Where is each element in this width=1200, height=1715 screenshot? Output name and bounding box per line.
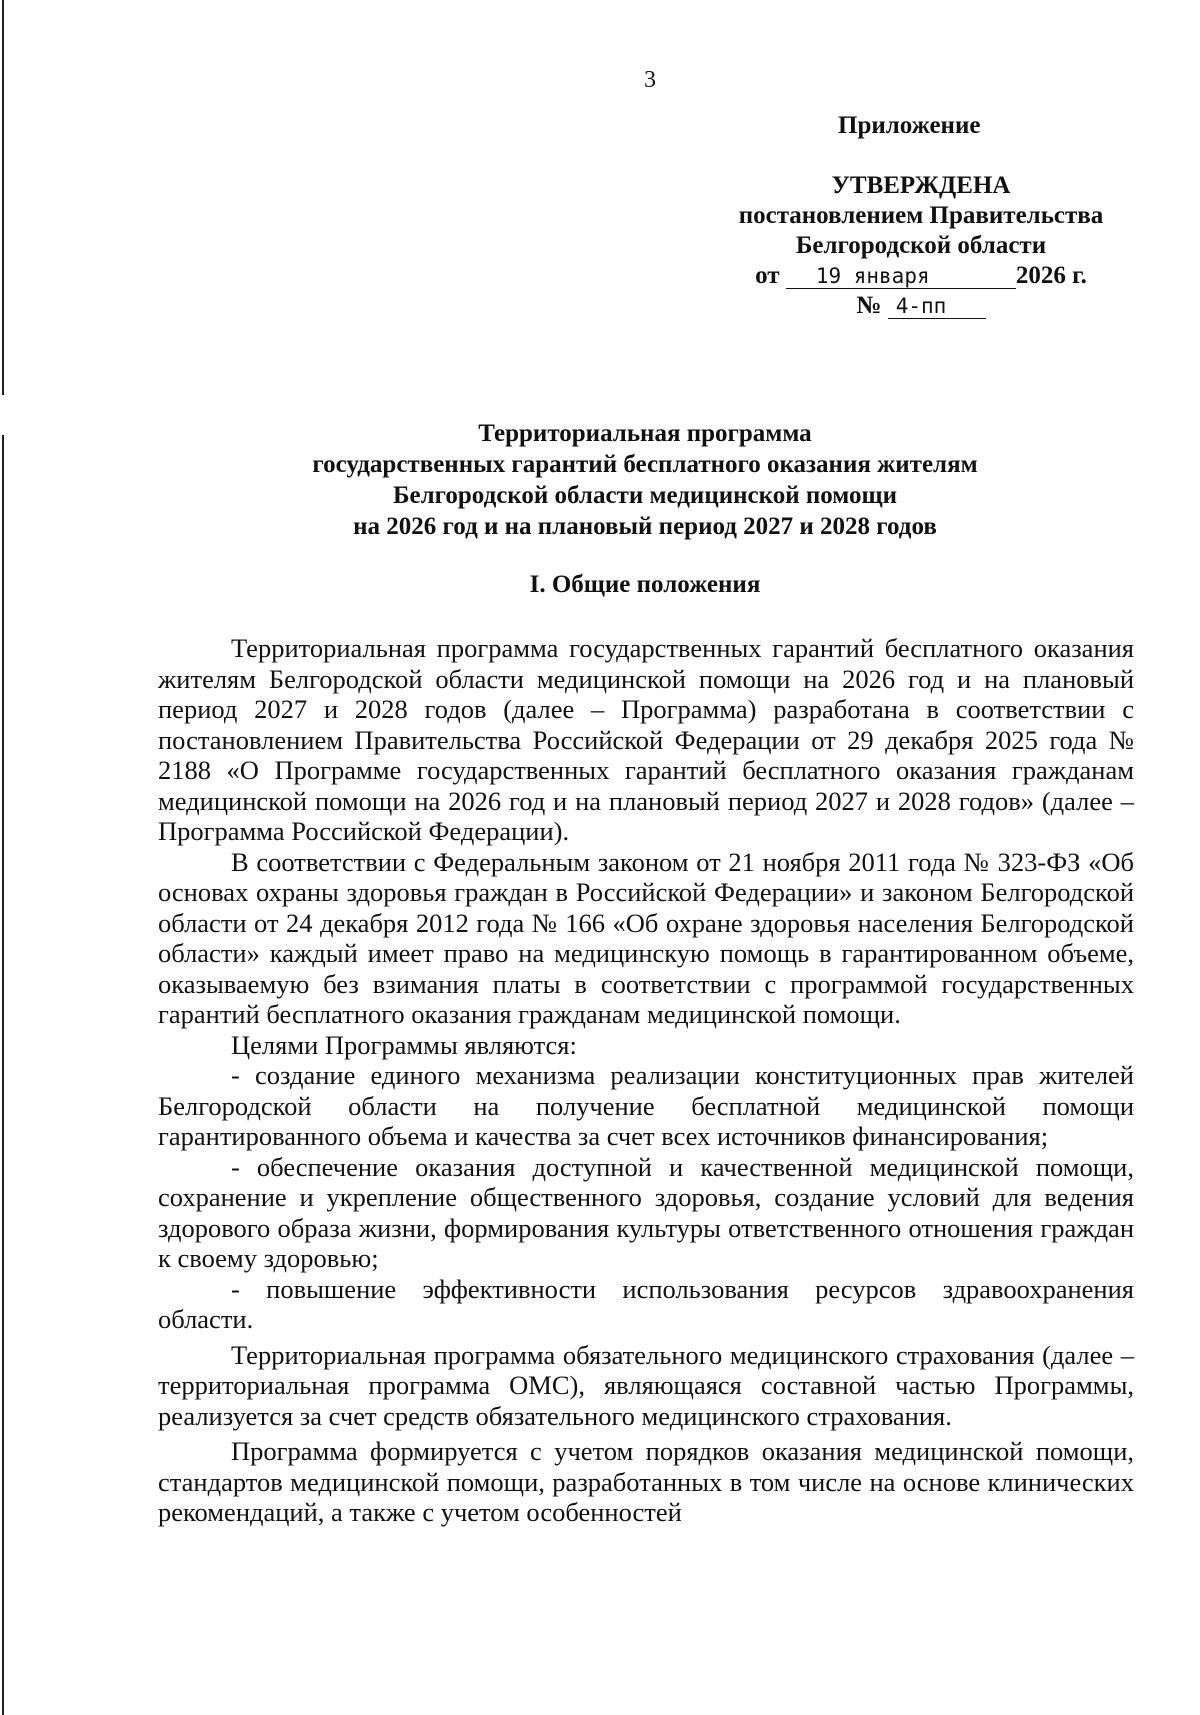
approval-block: [705, 171, 1137, 321]
date-handwritten: 19 января: [786, 264, 1016, 289]
paragraph: Территориальная программа обязательного медицинского страхования (далее – территориальная программа ОМС), являющаяся составной частью Программы, реализуется за счет средств обязательного медицинского страхования.: [158, 1339, 1134, 1431]
title-line-1: Территориальная программа: [478, 420, 812, 447]
document-title: [160, 418, 1130, 542]
approval-date-line: [705, 261, 1137, 291]
number-prefix: №: [856, 292, 882, 319]
approval-line-2: Белгородской области: [795, 232, 1047, 259]
page-number: 3: [644, 67, 656, 93]
date-suffix: 2026 г.: [1015, 262, 1087, 289]
page-edge-line: [2, 0, 4, 1715]
paragraph: Программа формируется с учетом порядков оказания медицинской помощи, стандартов медицинской помощи, разработанных в том числе на основе клинических рекомендаций, а также с учетом особенностей: [158, 1436, 1134, 1527]
date-prefix: от: [755, 262, 780, 289]
title-line-2: государственных гарантий бесплатного оказания жителям: [312, 451, 978, 478]
body-text: [158, 633, 1134, 1528]
title-line-3: Белгородской области медицинской помощи: [393, 482, 897, 509]
page-edge-gap: [2, 395, 4, 435]
approval-number-line: [705, 291, 1137, 321]
paragraph: Территориальная программа государственных гарантий бесплатного оказания жителям Белгородской области медицинской помощи на 2026 год и на плановый период 2027 и 2028 годов (далее – Программа) разработана в соответствии с постановлением Правительства Российской Федерации от 29 декабря 2025 года № 2188 «О Программе государственных гарантий бесплатного оказания гражданам медицинской помощи на 2026 год и на плановый период 2027 и 2028 годов» (далее – Программа Российской Федерации).: [158, 633, 1134, 846]
paragraph: Целями Программы являются:: [231, 1029, 577, 1060]
paragraph: В соответствии с Федеральным законом от 21 ноября 2011 года № 323-ФЗ «Об основах охраны здоровья граждан в Российской Федерации» и законом Белгородской области от 24 декабря 2012 года № 166 «Об охране здоровья населения Белгородской области» каждый имеет право на медицинскую помощь в гарантированном объеме, оказываемую без взимания платы в соответствии с программой государственных гарантий бесплатного оказания гражданам медицинской помощи.: [158, 846, 1134, 1029]
appendix-label: Приложение: [838, 112, 981, 139]
section-heading: I. Общие положения: [529, 571, 761, 598]
paragraph: - обеспечение оказания доступной и качественной медицинской помощи, сохранение и укрепление общественного здоровья, создание условий для ведения здорового образа жизни, формирования культуры ответственного отношения граждан к своему здоровью;: [158, 1151, 1134, 1273]
approval-heading: УТВЕРЖДЕНА: [831, 172, 1011, 199]
paragraph: - повышение эффективности использования ресурсов здравоохранения области.: [158, 1273, 1134, 1334]
paragraph: - создание единого механизма реализации конституционных прав жителей Белгородской области на получение бесплатной медицинской помощи гарантированного объема и качества за счет всех источников финансирования;: [158, 1060, 1134, 1151]
number-handwritten: 4-пп: [888, 294, 986, 319]
title-line-4: на 2026 год и на плановый период 2027 и 2028 годов: [353, 513, 937, 540]
approval-line-1: постановлением Правительства: [738, 202, 1104, 229]
